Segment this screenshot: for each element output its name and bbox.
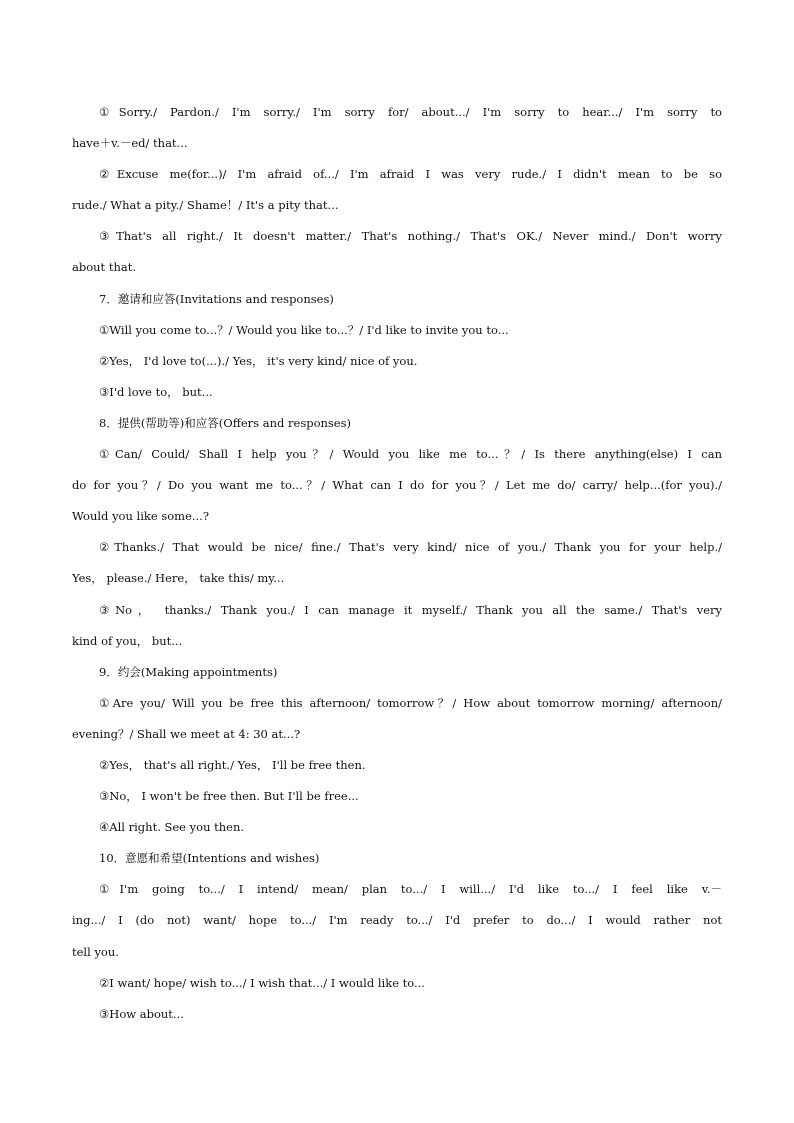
text-line: Would you like some...? <box>72 509 210 524</box>
text-line: ①Will you come to...？/ Would you like to...？/ I'd like to invite you to... <box>99 322 509 337</box>
text-line: do for you？/ Do you want me to...？/ What can I do for you？/ Let me do/ carry/ help...(for you)./ <box>72 478 722 493</box>
text-line: ③No， thanks./ Thank you./ I can manage it myself./ Thank you all the same./ That's very <box>99 602 722 617</box>
text-line: ③No， I won't be free then. But I'll be free... <box>99 789 359 804</box>
section-heading: 9．约会(Making appointments) <box>99 664 278 679</box>
text-line: rude./ What a pity./ Shame！/ It's a pity that... <box>72 198 339 213</box>
text-line: ①Sorry./ Pardon./ I'm sorry./ I'm sorry for/ about.../ I'm sorry to hear.../ I'm sorry to <box>99 105 722 119</box>
section-heading: 7．邀请和应答(Invitations and responses) <box>99 291 334 306</box>
text-line: tell you. <box>72 944 119 959</box>
text-line: ④All right. See you then. <box>99 820 245 835</box>
text-line: ①Can/ Could/ Shall I help you？/ Would you like me to...？/ Is there anything(else) I can <box>99 447 722 462</box>
text-line: evening？/ Shall we meet at 4: 30 at...? <box>72 726 301 741</box>
text-line: ③How about... <box>99 1006 184 1021</box>
text-line: ②I want/ hope/ wish to.../ I wish that.../ I would like to... <box>99 975 425 990</box>
text-line: ing.../ I (do not) want/ hope to.../ I'm ready to.../ I'd prefer to do.../ I would rather not <box>72 913 722 928</box>
section-heading: 10．意愿和希望(Intentions and wishes) <box>99 851 320 866</box>
text-line: about that. <box>72 260 136 275</box>
text-line: Yes， please./ Here， take this/ my... <box>72 571 285 586</box>
text-line: ③I'd love to， but... <box>99 384 213 399</box>
text-line: ①Are you/ Will you be free this afternoon/ tomorrow？/ How about tomorrow morning/ afternoon/ <box>99 695 722 710</box>
text-line: ②Excuse me(for...)/ I'm afraid of.../ I'm afraid I was very rude./ I didn't mean to be so <box>99 167 722 182</box>
text-line: ②Thanks./ That would be nice/ fine./ That's very kind/ nice of you./ Thank you for your help./ <box>99 540 722 555</box>
text-line: have＋v.－ed/ that... <box>72 136 188 151</box>
text-line: ②Yes， I'd love to(...)./ Yes， it's very kind/ nice of you. <box>99 353 418 368</box>
text-line: ①I'm going to.../ I intend/ mean/ plan to.../ I will.../ I'd like to.../ I feel like v.－ <box>99 882 722 897</box>
section-heading: 8．提供(帮助等)和应答(Offers and responses) <box>99 415 352 430</box>
text-line: ②Yes， that's all right./ Yes， I'll be free then. <box>99 757 366 772</box>
document-body <box>72 97 722 1030</box>
text-line: kind of you， but... <box>72 633 183 648</box>
text-line: ③That's all right./ It doesn't matter./ That's nothing./ That's OK./ Never mind./ Don't worry <box>99 229 722 244</box>
